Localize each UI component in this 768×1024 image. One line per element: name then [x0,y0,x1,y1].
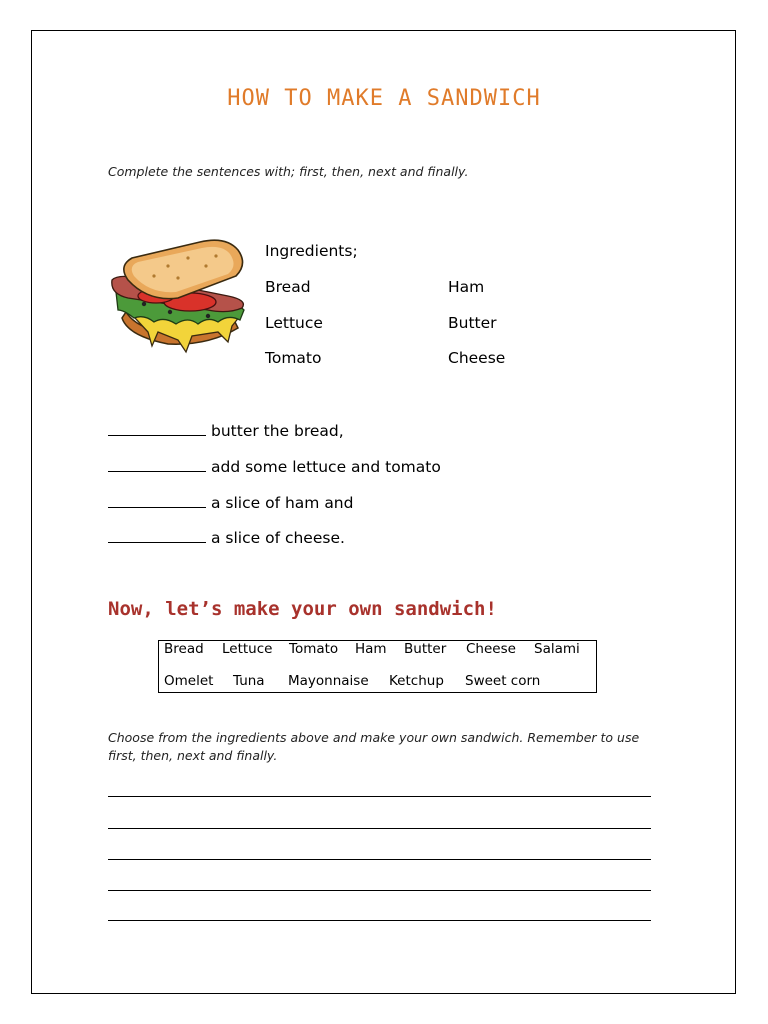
ingredient-item: Lettuce [265,314,323,332]
writing-line[interactable] [108,828,651,829]
instruction-choose-line-2: first, then, next and finally. [108,748,278,763]
writing-line[interactable] [108,920,651,921]
ingredient-item: Bread [265,278,311,296]
answer-blank[interactable] [108,457,206,472]
sandwich-illustration [108,236,253,356]
answer-blank[interactable] [108,421,206,436]
writing-line[interactable] [108,796,651,797]
writing-line[interactable] [108,890,651,891]
sentence-3 [108,493,353,512]
sentence-4 [108,528,345,547]
word-box-item: Butter [404,641,447,657]
sentence-text: add some lettuce and tomato [211,458,441,476]
answer-blank[interactable] [108,528,206,543]
sentence-2 [108,457,441,476]
sentence-1 [108,421,344,440]
answer-blank[interactable] [108,493,206,508]
sentence-text: butter the bread, [211,422,344,440]
ingredient-item: Cheese [448,349,506,367]
page-title: HOW TO MAKE A SANDWICH [227,86,541,111]
ingredient-item: Butter [448,314,497,332]
word-box-item: Ham [355,641,387,657]
word-box-item: Ketchup [389,673,444,689]
sentence-text: a slice of ham and [211,494,354,512]
word-box-item: Cheese [466,641,516,657]
word-box-item: Lettuce [222,641,273,657]
section-subtitle: Now, let’s make your own sandwich! [108,598,497,620]
ingredient-item: Ham [448,278,485,296]
word-box-item: Omelet [164,673,214,689]
writing-line[interactable] [108,859,651,860]
word-box-item: Sweet corn [465,673,541,689]
ingredient-item: Tomato [265,349,322,367]
instruction-choose-line-1: Choose from the ingredients above and make your own sandwich. Remember to use [108,730,640,745]
word-box-item: Mayonnaise [288,673,369,689]
ingredients-heading: Ingredients; [265,242,358,260]
instruction-complete-sentences: Complete the sentences with; first, then, next and finally. [108,164,469,179]
ingredient-word-box [158,640,597,693]
sentence-text: a slice of cheese. [211,529,345,547]
word-box-item: Bread [164,641,204,657]
word-box-item: Salami [534,641,580,657]
word-box-item: Tomato [289,641,339,657]
word-box-item: Tuna [233,673,265,689]
